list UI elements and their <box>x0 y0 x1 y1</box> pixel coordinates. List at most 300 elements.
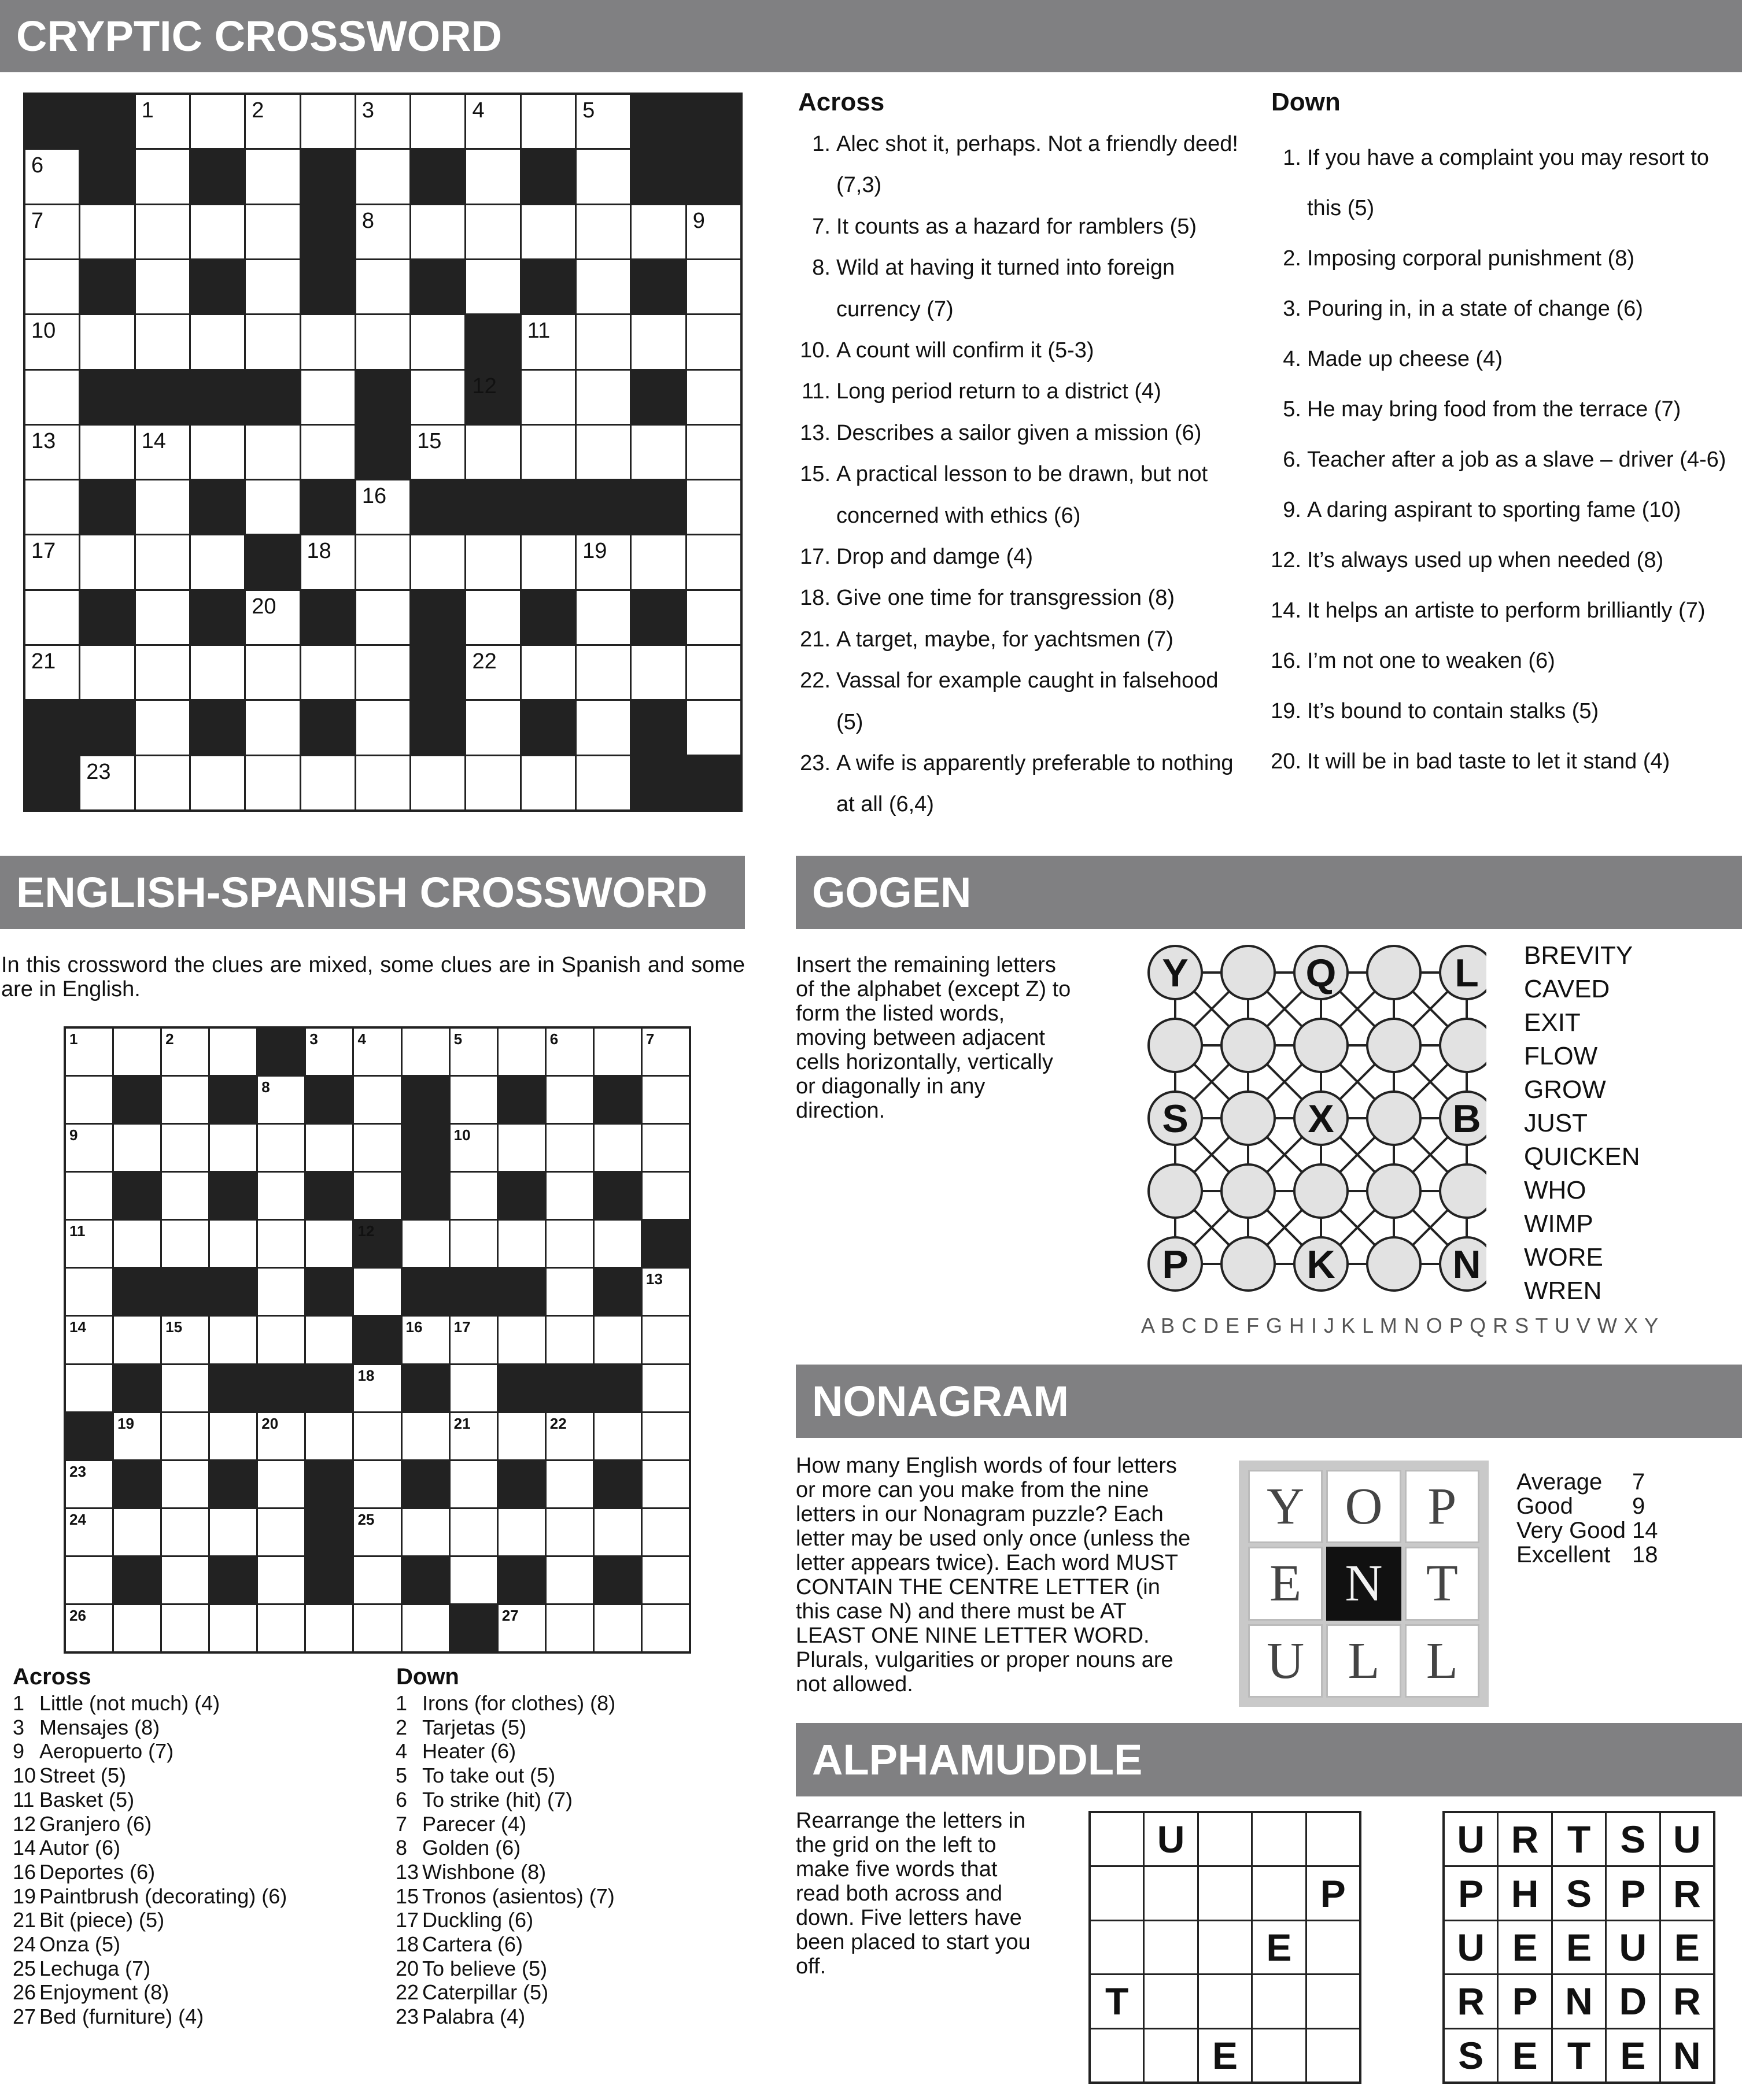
es-cell[interactable] <box>66 1557 112 1603</box>
cryptic-cell[interactable] <box>246 756 299 809</box>
clue-text: Autor (6) <box>39 1836 121 1860</box>
cryptic-cell[interactable] <box>411 371 464 424</box>
es-cell[interactable] <box>354 1125 400 1171</box>
cryptic-cell[interactable] <box>25 591 79 644</box>
es-cell[interactable] <box>595 1029 641 1075</box>
es-cell[interactable] <box>354 1461 400 1507</box>
es-cell[interactable] <box>354 1557 400 1603</box>
cryptic-cell[interactable] <box>411 315 464 368</box>
es-cell[interactable] <box>547 1125 593 1171</box>
es-cell[interactable] <box>595 1221 641 1267</box>
es-cell[interactable] <box>451 1077 497 1123</box>
es-cell[interactable] <box>354 1029 400 1075</box>
cryptic-cell[interactable] <box>191 315 244 368</box>
es-cell[interactable] <box>66 1125 112 1171</box>
es-cell[interactable] <box>306 1605 352 1651</box>
cryptic-cell[interactable] <box>577 535 630 589</box>
alphamuddle-puzzle-cell[interactable] <box>1307 1921 1359 1973</box>
cryptic-cell[interactable] <box>25 205 79 258</box>
clue-text: Teacher after a job as a slave – driver (4-6) <box>1307 448 1726 472</box>
cryptic-cell[interactable] <box>25 371 79 424</box>
cryptic-cell[interactable] <box>191 535 244 589</box>
cryptic-cell[interactable] <box>356 150 409 203</box>
cryptic-cell[interactable] <box>577 315 630 368</box>
cryptic-cell[interactable] <box>466 701 519 754</box>
cryptic-cell[interactable] <box>522 646 575 699</box>
clue-text: Mensajes (8) <box>39 1715 160 1739</box>
cryptic-cell[interactable] <box>246 95 299 148</box>
gogen-cell[interactable] <box>1367 1164 1420 1218</box>
cryptic-cell[interactable] <box>356 480 409 534</box>
cryptic-cell[interactable] <box>687 646 740 699</box>
cryptic-cell[interactable] <box>687 535 740 589</box>
cryptic-cell[interactable] <box>136 756 189 809</box>
gogen-cell[interactable] <box>1221 1019 1275 1072</box>
alphamuddle-puzzle-cell[interactable]: E <box>1199 2029 1251 2081</box>
es-cell[interactable] <box>643 1317 689 1363</box>
es-cell[interactable] <box>499 1605 545 1651</box>
cryptic-cell[interactable] <box>356 260 409 313</box>
cryptic-cell[interactable] <box>466 426 519 479</box>
cryptic-cell[interactable] <box>80 315 134 368</box>
gogen-cell[interactable] <box>1149 1019 1202 1072</box>
es-cell[interactable] <box>451 1317 497 1363</box>
cryptic-cell[interactable] <box>25 150 79 203</box>
cryptic-cell[interactable] <box>301 756 355 809</box>
alphamuddle-puzzle-cell[interactable] <box>1199 1921 1251 1973</box>
es-cell[interactable] <box>595 1413 641 1459</box>
gogen-cell[interactable] <box>1221 1164 1275 1218</box>
cryptic-cell[interactable] <box>577 701 630 754</box>
cryptic-cell[interactable] <box>246 591 299 644</box>
es-cell[interactable] <box>258 1557 304 1603</box>
es-cell[interactable] <box>306 1221 352 1267</box>
es-cell[interactable] <box>258 1461 304 1507</box>
alphamuddle-puzzle-cell[interactable] <box>1253 1813 1305 1865</box>
cryptic-cell[interactable] <box>687 591 740 644</box>
es-cell[interactable] <box>66 1077 112 1123</box>
es-cell[interactable] <box>354 1413 400 1459</box>
gogen-cell[interactable] <box>1440 1019 1486 1072</box>
cryptic-cell[interactable] <box>80 535 134 589</box>
es-cell[interactable] <box>162 1029 208 1075</box>
es-cell[interactable] <box>306 1413 352 1459</box>
cryptic-cell[interactable] <box>632 205 685 258</box>
es-cell[interactable] <box>258 1317 304 1363</box>
alphamuddle-puzzle-cell[interactable] <box>1199 1867 1251 1919</box>
cryptic-cell[interactable] <box>136 701 189 754</box>
es-cell[interactable] <box>643 1461 689 1507</box>
es-cell[interactable] <box>499 1125 545 1171</box>
cryptic-cell[interactable] <box>522 756 575 809</box>
es-cell[interactable] <box>643 1269 689 1315</box>
alphamuddle-puzzle-cell[interactable]: E <box>1253 1921 1305 1973</box>
es-cell[interactable] <box>595 1125 641 1171</box>
es-cell[interactable] <box>499 1029 545 1075</box>
alphamuddle-puzzle-cell[interactable] <box>1199 1975 1251 2027</box>
cryptic-cell[interactable] <box>632 315 685 368</box>
gogen-cell[interactable] <box>1367 946 1420 999</box>
cryptic-cell[interactable] <box>522 426 575 479</box>
cryptic-down-clue <box>1267 384 1735 435</box>
es-cell[interactable] <box>595 1317 641 1363</box>
es-cell[interactable] <box>162 1221 208 1267</box>
es-cell[interactable] <box>643 1077 689 1123</box>
cryptic-cell[interactable] <box>632 535 685 589</box>
es-cell[interactable] <box>66 1365 112 1411</box>
es-cell[interactable] <box>114 1125 160 1171</box>
es-cell[interactable] <box>595 1605 641 1651</box>
cryptic-cell[interactable] <box>522 315 575 368</box>
cryptic-cell[interactable] <box>25 315 79 368</box>
cryptic-cell[interactable] <box>191 646 244 699</box>
cryptic-cell[interactable] <box>136 315 189 368</box>
alphamuddle-puzzle-cell[interactable] <box>1145 1975 1197 2027</box>
cryptic-cell[interactable] <box>246 205 299 258</box>
es-cell[interactable] <box>403 1029 449 1075</box>
es-cell[interactable] <box>66 1029 112 1075</box>
cryptic-cell[interactable] <box>246 480 299 534</box>
cryptic-cell[interactable] <box>136 150 189 203</box>
es-cell[interactable] <box>499 1509 545 1555</box>
es-cell[interactable] <box>258 1077 304 1123</box>
cryptic-cell[interactable] <box>466 150 519 203</box>
alphamuddle-puzzle-cell[interactable] <box>1145 1921 1197 1973</box>
es-cell[interactable] <box>162 1125 208 1171</box>
alphamuddle-puzzle-cell[interactable] <box>1253 2029 1305 2081</box>
cryptic-cell[interactable] <box>466 591 519 644</box>
cryptic-cell[interactable] <box>301 315 355 368</box>
cryptic-cell[interactable] <box>246 150 299 203</box>
cryptic-down-clue <box>1267 535 1735 586</box>
es-cell[interactable] <box>643 1173 689 1219</box>
cryptic-cell[interactable] <box>80 205 134 258</box>
cryptic-cell[interactable] <box>466 535 519 589</box>
alphamuddle-puzzle-cell[interactable] <box>1199 1813 1251 1865</box>
cryptic-cell[interactable] <box>246 646 299 699</box>
cryptic-cell[interactable] <box>356 701 409 754</box>
es-cell[interactable] <box>162 1077 208 1123</box>
cryptic-cell[interactable] <box>577 371 630 424</box>
cryptic-across-clue <box>796 454 1241 537</box>
es-cell[interactable] <box>114 1509 160 1555</box>
alphamuddle-puzzle-cell[interactable] <box>1307 1975 1359 2027</box>
cryptic-cell[interactable] <box>522 95 575 148</box>
cryptic-cell[interactable] <box>466 205 519 258</box>
es-cell[interactable] <box>451 1173 497 1219</box>
cryptic-cell[interactable] <box>25 535 79 589</box>
es-cell[interactable] <box>210 1125 256 1171</box>
cryptic-cell[interactable] <box>301 426 355 479</box>
es-cell[interactable] <box>162 1317 208 1363</box>
es-cell[interactable] <box>547 1461 593 1507</box>
es-down-clue <box>389 1716 526 1740</box>
es-cell[interactable] <box>114 1221 160 1267</box>
es-cell[interactable] <box>66 1461 112 1507</box>
cryptic-cell[interactable] <box>191 205 244 258</box>
cryptic-cell[interactable] <box>411 756 464 809</box>
alphamuddle-letters-grid <box>1442 1811 1715 2084</box>
es-cell[interactable] <box>354 1509 400 1555</box>
es-cell[interactable] <box>210 1317 256 1363</box>
cryptic-cell[interactable] <box>246 315 299 368</box>
cryptic-cell[interactable] <box>632 646 685 699</box>
es-cell[interactable] <box>162 1173 208 1219</box>
es-cell[interactable] <box>451 1029 497 1075</box>
es-cell[interactable] <box>499 1413 545 1459</box>
cryptic-cell[interactable] <box>136 591 189 644</box>
cryptic-clue-number: 21 <box>31 649 56 674</box>
cryptic-black-cell <box>80 95 134 148</box>
cryptic-cell[interactable] <box>577 591 630 644</box>
cryptic-cell[interactable] <box>632 426 685 479</box>
cryptic-cell[interactable] <box>687 260 740 313</box>
cryptic-cell[interactable] <box>466 95 519 148</box>
es-cell[interactable] <box>354 1365 400 1411</box>
es-cell[interactable] <box>451 1221 497 1267</box>
es-cell[interactable] <box>595 1509 641 1555</box>
es-cell[interactable] <box>547 1077 593 1123</box>
cryptic-cell[interactable] <box>411 205 464 258</box>
cryptic-cell[interactable] <box>577 426 630 479</box>
alphamuddle-puzzle-cell[interactable]: U <box>1145 1813 1197 1865</box>
clue-number: 24 <box>13 1932 36 1956</box>
clue-text: Give one time for transgression (8) <box>836 586 1175 611</box>
cryptic-cell[interactable] <box>466 646 519 699</box>
alphamuddle-letter-cell: E <box>1499 2029 1551 2081</box>
es-cell[interactable] <box>162 1365 208 1411</box>
es-cell[interactable] <box>643 1509 689 1555</box>
cryptic-cell[interactable] <box>577 646 630 699</box>
es-cell[interactable] <box>210 1509 256 1555</box>
es-cell[interactable] <box>258 1125 304 1171</box>
cryptic-cell[interactable] <box>246 426 299 479</box>
cryptic-cell[interactable] <box>80 756 134 809</box>
cryptic-cell[interactable] <box>522 205 575 258</box>
es-cell[interactable] <box>114 1317 160 1363</box>
gogen-cell[interactable] <box>1294 1019 1348 1072</box>
cryptic-cell[interactable] <box>577 95 630 148</box>
es-cell[interactable] <box>66 1173 112 1219</box>
es-cell[interactable] <box>451 1125 497 1171</box>
cryptic-cell[interactable] <box>356 591 409 644</box>
cryptic-cell[interactable] <box>136 646 189 699</box>
cryptic-cell[interactable] <box>687 371 740 424</box>
es-cell[interactable] <box>451 1365 497 1411</box>
alphamuddle-puzzle-cell[interactable]: T <box>1091 1975 1143 2027</box>
cryptic-cell[interactable] <box>136 426 189 479</box>
es-cell[interactable] <box>403 1509 449 1555</box>
es-cell[interactable] <box>451 1509 497 1555</box>
es-cell[interactable] <box>403 1221 449 1267</box>
es-cell[interactable] <box>643 1029 689 1075</box>
cryptic-cell[interactable] <box>246 701 299 754</box>
es-cell[interactable] <box>547 1557 593 1603</box>
es-cell[interactable] <box>547 1413 593 1459</box>
cryptic-cell[interactable] <box>136 260 189 313</box>
es-cell[interactable] <box>547 1269 593 1315</box>
es-cell[interactable] <box>643 1557 689 1603</box>
es-cell[interactable] <box>354 1269 400 1315</box>
cryptic-cell[interactable] <box>466 756 519 809</box>
cryptic-cell[interactable] <box>301 646 355 699</box>
alphamuddle-letter-cell: U <box>1661 1813 1713 1865</box>
es-cell[interactable] <box>258 1269 304 1315</box>
cryptic-cell[interactable] <box>80 646 134 699</box>
es-cell[interactable] <box>354 1605 400 1651</box>
es-cell[interactable] <box>258 1413 304 1459</box>
es-cell[interactable] <box>114 1029 160 1075</box>
cryptic-cell[interactable] <box>191 756 244 809</box>
es-cell[interactable] <box>547 1509 593 1555</box>
es-cell[interactable] <box>114 1605 160 1651</box>
cryptic-cell[interactable] <box>25 260 79 313</box>
cryptic-clue-number: 8 <box>361 208 374 233</box>
es-cell[interactable] <box>210 1221 256 1267</box>
cryptic-cell[interactable] <box>577 150 630 203</box>
cryptic-cell[interactable] <box>687 426 740 479</box>
es-cell[interactable] <box>66 1509 112 1555</box>
es-cell[interactable] <box>643 1413 689 1459</box>
cryptic-cell[interactable] <box>356 315 409 368</box>
cryptic-across-clue <box>796 371 1241 412</box>
cryptic-cell[interactable] <box>687 480 740 534</box>
cryptic-cell[interactable] <box>687 315 740 368</box>
gogen-cell[interactable] <box>1294 1164 1348 1218</box>
es-cell[interactable] <box>306 1029 352 1075</box>
cryptic-cell[interactable] <box>411 426 464 479</box>
alphamuddle-puzzle-cell[interactable] <box>1091 1921 1143 1973</box>
cryptic-cell[interactable] <box>136 205 189 258</box>
es-cell[interactable] <box>306 1317 352 1363</box>
es-cell[interactable] <box>162 1509 208 1555</box>
cryptic-cell[interactable] <box>411 535 464 589</box>
cryptic-cell[interactable] <box>577 205 630 258</box>
cryptic-cell[interactable] <box>301 535 355 589</box>
clue-text: Wishbone (8) <box>422 1859 547 1884</box>
cryptic-cell[interactable] <box>191 95 244 148</box>
alphamuddle-puzzle-cell[interactable] <box>1091 2029 1143 2081</box>
cryptic-cell[interactable] <box>25 426 79 479</box>
cryptic-cell[interactable] <box>356 95 409 148</box>
alphamuddle-puzzle-cell[interactable]: P <box>1307 1867 1359 1919</box>
cryptic-cell[interactable] <box>356 205 409 258</box>
gogen-cell[interactable] <box>1221 1092 1275 1145</box>
cryptic-cell[interactable] <box>136 480 189 534</box>
es-cell[interactable] <box>258 1509 304 1555</box>
es-cell[interactable] <box>66 1269 112 1315</box>
cryptic-cell[interactable] <box>522 535 575 589</box>
es-cell[interactable] <box>66 1221 112 1267</box>
cryptic-cell[interactable] <box>356 756 409 809</box>
es-cell[interactable] <box>643 1605 689 1651</box>
cryptic-cell[interactable] <box>80 426 134 479</box>
es-cell[interactable] <box>403 1605 449 1651</box>
cryptic-cell[interactable] <box>246 260 299 313</box>
es-cell[interactable] <box>451 1461 497 1507</box>
cryptic-cell[interactable] <box>577 260 630 313</box>
es-cell[interactable] <box>162 1605 208 1651</box>
cryptic-cell[interactable] <box>25 480 79 534</box>
cryptic-cell[interactable] <box>687 701 740 754</box>
alphamuddle-puzzle-cell[interactable] <box>1145 1867 1197 1919</box>
es-cell[interactable] <box>499 1317 545 1363</box>
cryptic-cell[interactable] <box>522 371 575 424</box>
cryptic-cell[interactable] <box>25 646 79 699</box>
es-cell[interactable] <box>162 1557 208 1603</box>
gogen-cell[interactable] <box>1367 1092 1420 1145</box>
es-cell[interactable] <box>547 1317 593 1363</box>
cryptic-cell[interactable] <box>136 535 189 589</box>
cryptic-cell[interactable] <box>136 95 189 148</box>
cryptic-clue-number: 16 <box>361 484 387 509</box>
es-cell[interactable] <box>258 1605 304 1651</box>
es-cell[interactable] <box>643 1365 689 1411</box>
es-cell[interactable] <box>547 1221 593 1267</box>
es-cell[interactable] <box>547 1173 593 1219</box>
alphamuddle-puzzle-cell[interactable] <box>1253 1867 1305 1919</box>
es-cell[interactable] <box>403 1317 449 1363</box>
alphamuddle-puzzle-cell[interactable] <box>1307 1813 1359 1865</box>
clue-text: Drop and damge (4) <box>836 545 1034 569</box>
alphamuddle-puzzle-cell[interactable] <box>1253 1975 1305 2027</box>
gogen-cell[interactable] <box>1367 1019 1420 1072</box>
es-cell[interactable] <box>306 1125 352 1171</box>
es-cell[interactable] <box>403 1413 449 1459</box>
es-cell[interactable] <box>162 1413 208 1459</box>
es-cell[interactable] <box>114 1413 160 1459</box>
cryptic-black-cell <box>301 591 355 644</box>
cryptic-cell[interactable] <box>577 756 630 809</box>
es-cell[interactable] <box>66 1605 112 1651</box>
cryptic-cell[interactable] <box>356 535 409 589</box>
alphamuddle-puzzle-cell[interactable] <box>1307 2029 1359 2081</box>
es-cell[interactable] <box>451 1413 497 1459</box>
cryptic-cell[interactable] <box>687 205 740 258</box>
cryptic-cell[interactable] <box>301 371 355 424</box>
cryptic-cell[interactable] <box>356 646 409 699</box>
gogen-cell[interactable] <box>1221 946 1275 999</box>
es-cell[interactable] <box>499 1221 545 1267</box>
es-cell[interactable] <box>258 1173 304 1219</box>
cryptic-black-cell <box>301 480 355 534</box>
es-cell[interactable] <box>210 1029 256 1075</box>
cryptic-cell[interactable] <box>301 95 355 148</box>
cryptic-cell[interactable] <box>191 426 244 479</box>
gogen-cell[interactable] <box>1440 1164 1486 1218</box>
es-cell[interactable] <box>547 1029 593 1075</box>
gogen-cell[interactable] <box>1367 1237 1420 1291</box>
es-cell[interactable] <box>66 1317 112 1363</box>
gogen-cell[interactable] <box>1221 1237 1275 1291</box>
es-cell[interactable] <box>258 1221 304 1267</box>
es-cell[interactable] <box>451 1557 497 1603</box>
alphamuddle-puzzle-cell[interactable] <box>1145 2029 1197 2081</box>
es-cell[interactable] <box>643 1125 689 1171</box>
gogen-cell[interactable] <box>1149 1164 1202 1218</box>
alphamuddle-letter-cell: D <box>1607 1975 1659 2027</box>
es-cell[interactable] <box>210 1605 256 1651</box>
cryptic-cell[interactable] <box>411 95 464 148</box>
es-cell[interactable] <box>354 1077 400 1123</box>
es-cell[interactable] <box>162 1461 208 1507</box>
es-cell[interactable] <box>210 1413 256 1459</box>
es-cell[interactable] <box>547 1605 593 1651</box>
alphamuddle-puzzle-cell[interactable] <box>1091 1867 1143 1919</box>
cryptic-cell[interactable] <box>466 260 519 313</box>
es-cell[interactable] <box>354 1173 400 1219</box>
alphamuddle-puzzle-cell[interactable] <box>1091 1813 1143 1865</box>
